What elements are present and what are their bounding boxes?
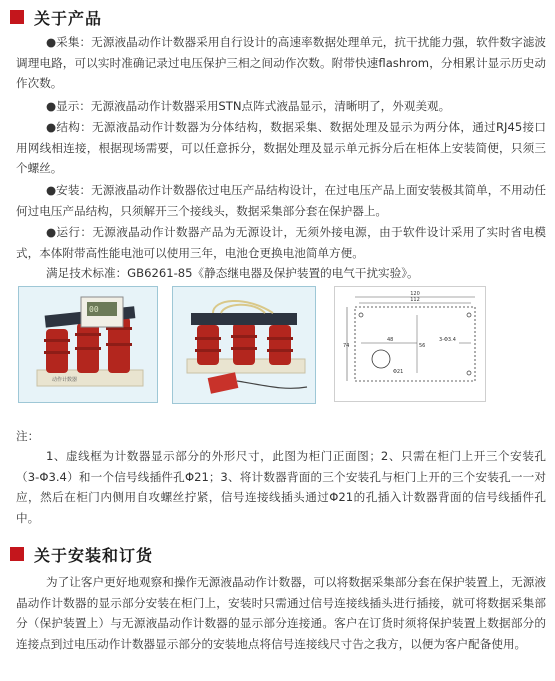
dimension-diagram-drawing: [335, 287, 485, 401]
section-marker-icon: [10, 10, 24, 24]
note-text: 1、虚线框为计数器显示部分的外形尺寸，此图为柜门正面图；2、只需在柜门上开三个安装孔（3-Φ3.4）和一个信号线插件孔Φ21；3、将计数器背面的三个安装孔与柜门上开的三个安装孔一一对应，然后在柜门内侧用自攻螺丝拧紧，信号连接线插头通过Φ21的孔插入计数器背面的信号线插件孔中。: [16, 449, 546, 525]
paragraph-standard: 满足技术标准：GB6261-85《静态继电器及保护装置的电气干扰实验》。: [46, 266, 419, 280]
device-label: 动作计数器: [52, 377, 78, 383]
dim-inner-height-label: 56: [419, 343, 426, 349]
product-photo-1: [18, 286, 158, 403]
dim-height-label: 74: [343, 343, 350, 349]
svg-text:00: 00: [89, 305, 99, 314]
dim-width-label: 120: [410, 291, 420, 297]
dim-circle-label: Φ21: [393, 369, 404, 375]
paragraph-install: ●安装：无源液晶动作计数器依过电压产品结构设计，在过电压产品上面安装极其简单，不用动任何过电压产品结构，只须解开三个接线头，数据采集部分套在保护器上。: [16, 183, 546, 218]
paragraph-install-order: 为了让客户更好地观察和操作无源液晶动作计数器，可以将数据采集部分套在保护装置上，无源液晶动作计数器的显示部分安装在柜门上，安装时只需通过信号连接线插头进行插接，就可将数据采集部分（保护装置上）与无源液晶动作计数器的显示部分连接通。客户在订货时须将保护装置上数据部分的连接点到过电压动作计数器显示部分的安装地点将信号连接线尺寸告之我方，以便为客户配备使用。: [16, 575, 546, 651]
product-photo-2-image: [173, 287, 315, 403]
dim-offset-label: 48: [387, 337, 394, 343]
product-photo-1-image: [19, 287, 157, 402]
paragraph-collect: ●采集：无源液晶动作计数器采用自行设计的高速率数据处理单元，抗干扰能力强，软件数字滤波调理电路，可以实时准确记录过电压保护三相之间动作次数。附带快速flashrom，分相累计显示历史动作次数。: [16, 35, 546, 90]
section-title: 关于产品: [34, 8, 103, 28]
dimension-diagram: [334, 286, 486, 402]
section-title: 关于安装和订货: [34, 545, 154, 565]
section-header-product: [10, 6, 102, 28]
dim-hole-label: 3-Φ3.4: [439, 337, 456, 343]
note-label: 注：: [16, 429, 40, 443]
paragraph-display: ●显示：无源液晶动作计数器采用STN点阵式液晶显示，清晰明了，外观美观。: [46, 99, 451, 113]
section-header-install-order: [10, 543, 153, 565]
dim-inner-width-label: 112: [410, 297, 420, 303]
section-marker-icon: [10, 547, 24, 561]
product-photo-2: [172, 286, 316, 404]
paragraph-operation: ●运行：无源液晶动作计数器产品为无源设计，无须外接电源，由于软件设计采用了实时省电模式，本体附带高性能电池可以使用三年，电池仓更换电池简单方便。: [16, 225, 546, 260]
paragraph-structure: ●结构：无源液晶动作计数器为分体结构，数据采集、数据处理及显示为两分体，通过RJ45接口用网线相连接，根据现场需要，可以任意拆分，数据处理及显示单元拆分后在柜体上安装简便，只须三个螺丝。: [16, 120, 546, 175]
